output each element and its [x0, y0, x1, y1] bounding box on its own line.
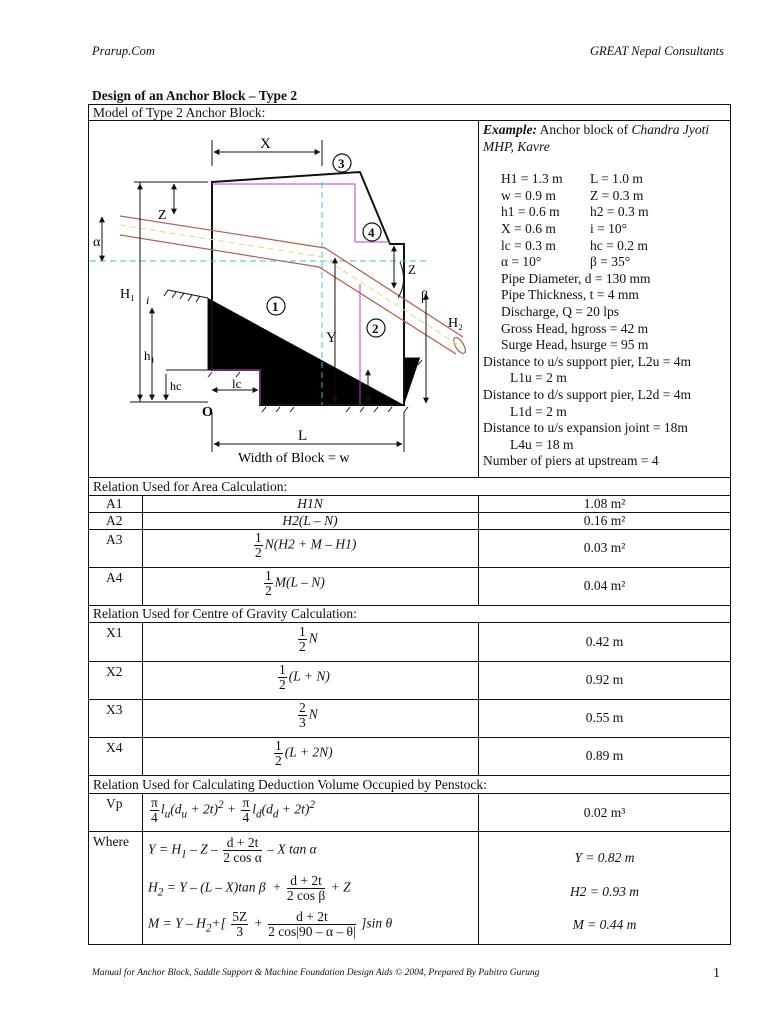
- label-hc: hc: [170, 379, 182, 393]
- example-distance: L1d = 2 m: [510, 403, 567, 419]
- example-distance: Distance to d/s support pier, L2d = 4m: [483, 386, 692, 402]
- label-Y: Y: [326, 330, 337, 346]
- param: hc = 0.2 m: [590, 237, 648, 253]
- example-line: Surge Head, hsurge = 95 m: [501, 337, 649, 353]
- deduction-heading: Relation Used for Calculating Deduction Volume Occupied by Penstock:: [93, 777, 487, 792]
- area-value-A1: 1.08 m²: [583, 496, 626, 511]
- label-H2: H₂: [448, 316, 463, 331]
- label-X: X: [260, 136, 271, 152]
- row-divider: [88, 793, 731, 794]
- label-L: L: [298, 428, 308, 444]
- cg-value-X1: 0.42 m: [585, 634, 624, 649]
- cg-heading: Relation Used for Centre of Gravity Calculation:: [93, 606, 357, 621]
- row-divider: [88, 529, 731, 530]
- param: β = 35°: [590, 254, 631, 270]
- example-distance: Distance to u/s expansion joint = 18m: [483, 420, 688, 436]
- example-line: Discharge, Q = 20 lps: [501, 303, 619, 319]
- vp-value: 0.02 m³: [583, 805, 626, 820]
- area-value-A2: 0.16 m²: [583, 513, 626, 528]
- example-line: Pipe Thickness, t = 4 mm: [501, 287, 639, 303]
- row-divider: [88, 775, 731, 776]
- label-Z2: Z: [408, 262, 416, 277]
- label-h2: h₂: [362, 383, 372, 395]
- row-divider: [88, 831, 731, 832]
- cg-sym-X4: X4: [106, 740, 123, 755]
- area-formula-A1: H1N: [297, 496, 323, 511]
- row-divider: [88, 661, 731, 662]
- cg-formula-X4: $\frac{1}{2}$ (L + 2N): [275, 738, 333, 768]
- area-formula-A2: H2(L – N): [282, 513, 338, 528]
- label-c3: 3: [338, 156, 345, 171]
- param: lc = 0.3 m: [501, 237, 556, 253]
- example-distance: Number of piers at upstream = 4: [483, 453, 659, 469]
- row-divider: [88, 567, 731, 568]
- label-O: O: [202, 405, 213, 420]
- example-panel: [483, 122, 723, 470]
- label-h1: h₁: [144, 348, 156, 363]
- area-value-A3: 0.03 m²: [583, 540, 626, 555]
- example-title-italic: Chandra Jyoti MHP, Kavre: [483, 122, 710, 154]
- row-divider: [88, 622, 731, 623]
- row-divider: [88, 737, 731, 738]
- cg-value-X4: 0.89 m: [585, 748, 624, 763]
- param: Z = 0.3 m: [590, 187, 644, 203]
- document-title: Design of an Anchor Block – Type 2: [92, 88, 298, 103]
- where-label: Where: [93, 834, 129, 849]
- col-divider: [142, 793, 143, 945]
- area-sym-A2: A2: [106, 513, 123, 528]
- param: H1 = 1.3 m: [501, 171, 563, 187]
- page-number: 1: [713, 966, 720, 981]
- example-label: Example:: [483, 122, 537, 137]
- label-c2: 2: [372, 321, 379, 336]
- example-distance: L4u = 18 m: [510, 436, 574, 452]
- footer-text: Manual for Anchor Block, Saddle Support & Machine Foundation Design Aids © 2004, Prepared By Pabitra Gurung: [92, 968, 540, 978]
- label-lc: lc: [232, 376, 242, 391]
- area-heading: Relation Used for Area Calculation:: [93, 479, 288, 494]
- area-value-A4: 0.04 m²: [583, 578, 626, 593]
- formula-Y: $Y = H_1 - Z$ – $\frac{d + 2t}{\text{2 cos α}}$ – X tan α: [148, 835, 317, 865]
- param: w = 0.9 m: [501, 187, 556, 203]
- Y-value: Y = 0.82 m: [574, 850, 635, 865]
- anchor-block-figure: [90, 122, 476, 474]
- param: i = 10°: [590, 220, 628, 236]
- formula-H2: $H_2 = Y - (L - X)\tan$ β + $\frac{d + 2t}{\text{2 cos β}}$ + Z: [148, 873, 351, 903]
- label-i: i: [146, 293, 150, 307]
- area-formula-A4: $\frac{1}{2}$ M(L – N): [265, 568, 325, 598]
- example-line: Pipe Diameter, d = 130 mm: [501, 270, 651, 286]
- row-divider: [88, 477, 731, 478]
- label-alpha: α: [93, 235, 101, 250]
- col-divider: [478, 120, 479, 477]
- cg-sym-X3: X3: [106, 702, 123, 717]
- example-distance: Distance to u/s support pier, L2u = 4m: [483, 353, 692, 369]
- header-left: Prarup.Com: [92, 44, 155, 58]
- area-sym-A3: A3: [106, 532, 123, 547]
- label-H1: H₁: [120, 287, 135, 302]
- param: α = 10°: [501, 254, 542, 270]
- example-line: Gross Head, hgross = 42 m: [501, 320, 649, 336]
- formula-M: $M = Y - H_2+$[ $\frac{5Z}{3}$ + $\frac{d + 2t}{2 \cos|90 - \alpha - \theta|}$ ]sin θ: [148, 909, 393, 939]
- vp-symbol: Vp: [106, 796, 123, 811]
- param: h2 = 0.3 m: [590, 204, 649, 220]
- label-c1: 1: [272, 299, 279, 314]
- area-sym-A4: A4: [106, 570, 123, 585]
- label-Z: Z: [158, 208, 167, 223]
- header-right: GREAT Nepal Consultants: [589, 44, 724, 58]
- param: X = 0.6 m: [501, 220, 556, 236]
- example-title-text: Anchor block of: [537, 122, 632, 137]
- example-distance: L1u = 2 m: [510, 370, 567, 386]
- cg-formula-X1: $\frac{1}{2}$ N: [299, 624, 318, 654]
- area-formula-A3: $\frac{1}{2}$ N(H2 + M – H1): [255, 530, 357, 560]
- cg-value-X3: 0.55 m: [585, 710, 624, 725]
- label-width: Width of Block = w: [238, 451, 350, 466]
- row-divider: [88, 699, 731, 700]
- param: L = 1.0 m: [590, 171, 643, 187]
- cg-sym-X2: X2: [106, 664, 123, 679]
- M-value: M = 0.44 m: [572, 917, 637, 932]
- H2-value: H2 = 0.93 m: [569, 884, 640, 899]
- vp-formula: $\frac{\pi}{4}$ $l_u(d_u + 2t)^2$ + $\frac{\pi}{4}$ $l_d(d_d + 2t)^2$: [151, 795, 316, 825]
- area-sym-A1: A1: [106, 496, 123, 511]
- cg-value-X2: 0.92 m: [585, 672, 624, 687]
- col-divider: [142, 622, 143, 775]
- cg-formula-X3: $\frac{2}{3}$ N: [299, 700, 318, 730]
- label-beta: β: [421, 289, 429, 304]
- param: h1 = 0.6 m: [501, 204, 560, 220]
- label-c4: 4: [368, 225, 375, 240]
- model-heading: Model of Type 2 Anchor Block:: [93, 105, 266, 120]
- cg-sym-X1: X1: [106, 625, 123, 640]
- cg-formula-X2: $\frac{1}{2}$ (L + N): [279, 662, 330, 692]
